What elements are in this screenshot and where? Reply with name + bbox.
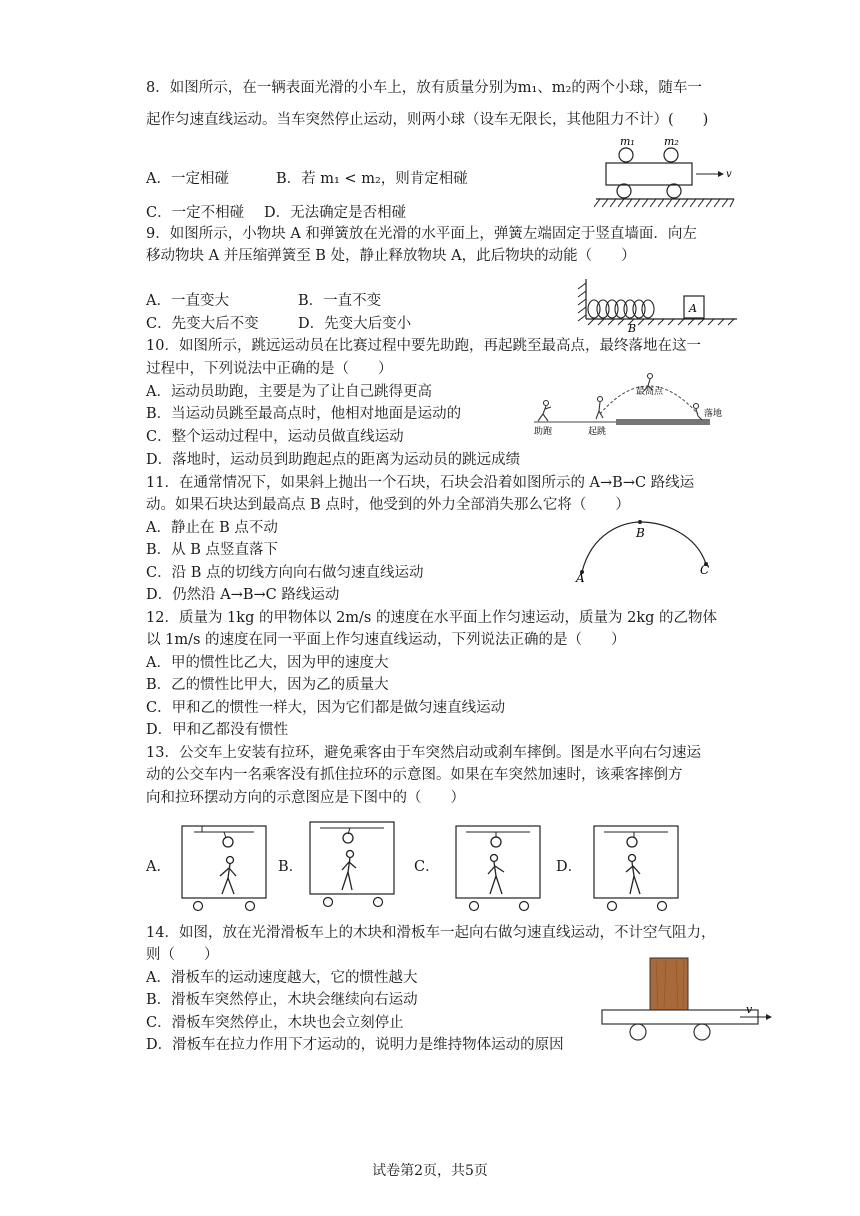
q11-option-a: A．静止在 B 点不动 bbox=[146, 520, 278, 536]
q8-option-c: C．一定不相碰 bbox=[146, 205, 245, 221]
q8-cart-figure bbox=[594, 132, 744, 212]
q13-line2: 动的公交车内一名乘客没有抓住拉环的示意图。如果在车突然加速时，该乘客摔倒方 bbox=[146, 767, 683, 783]
q14-line2: 则（ ） bbox=[146, 947, 219, 963]
q11-fig-b: B bbox=[636, 526, 645, 540]
q10-line1: 10．如图所示，跳远运动员在比赛过程中要先助跑，再起跳至最高点，最终落地在这一 bbox=[146, 338, 701, 354]
q10-option-a: A．运动员助跑，主要是为了让自己跳得更高 bbox=[146, 384, 432, 400]
q14-wheel bbox=[630, 1024, 646, 1040]
q11-option-d: D．仍然沿 A→B→C 路线运动 bbox=[146, 587, 340, 603]
q14-option-c: C．滑板车突然停止，木块也会立刻停止 bbox=[146, 1015, 404, 1031]
q13-label-b: B． bbox=[278, 859, 304, 875]
q13-b-handle-ring bbox=[343, 833, 353, 843]
q10-fig-top: 最高点 bbox=[636, 387, 664, 397]
q14-line1: 14．如图，放在光滑滑板车上的木块和滑板车一起向右做匀速直线运动，不计空气阻力， bbox=[146, 925, 716, 941]
q9-option-b: B．一直不变 bbox=[298, 293, 382, 309]
q9-line2: 移动物块 A 并压缩弹簧至 B 处，静止释放物块 A，此后物块的动能（ ） bbox=[146, 248, 636, 264]
q11-fig-c: C bbox=[700, 563, 710, 577]
q8-line1: 8．如图所示，在一辆表面光滑的小车上，放有质量分别为m₁、m₂的两个小球，随车一 bbox=[146, 80, 702, 96]
q14-option-b: B．滑板车突然停止，木块会继续向右运动 bbox=[146, 992, 418, 1008]
q9-spring-figure bbox=[572, 275, 740, 333]
q13-figure-a bbox=[178, 820, 270, 912]
q14-wheel bbox=[694, 1024, 710, 1040]
q9-fig-b: B bbox=[628, 322, 637, 333]
q12-option-c: C．甲和乙的惯性一样大，因为它们都是做匀速直线运动 bbox=[146, 700, 506, 716]
q8-option-a: A．一定相碰 bbox=[146, 171, 229, 187]
q9-spring bbox=[588, 300, 654, 318]
q9-option-a: A．一直变大 bbox=[146, 293, 229, 309]
q12-option-d: D．甲和乙都没有惯性 bbox=[146, 722, 289, 738]
q8-line2: 起作匀速直线运动。当车突然停止运动，则两小球（设车无限长，其他阻力不计）( ) bbox=[146, 112, 709, 128]
q10-fig-land: 落地 bbox=[704, 409, 723, 419]
q10-fig-run: 助跑 bbox=[534, 427, 553, 436]
q11-option-c: C．沿 B 点的切线方向向右做匀速直线运动 bbox=[146, 565, 424, 581]
q10-jumper-landing bbox=[694, 404, 703, 421]
q8-wheel bbox=[617, 184, 631, 198]
q10-line2: 过程中，下列说法中正确的是（ ） bbox=[146, 361, 393, 377]
q8-ball-m1 bbox=[619, 148, 633, 162]
q13-a-handle-ring bbox=[223, 837, 233, 847]
q14-fig-v: v bbox=[746, 1003, 753, 1016]
q10-jumper-takeoff bbox=[596, 397, 603, 420]
q10-option-d: D．落地时，运动员到助跑起点的距离为运动员的跳远成绩 bbox=[146, 452, 521, 468]
q14-option-d: D．滑板车在拉力作用下才运动的，说明力是维持物体运动的原因 bbox=[146, 1037, 564, 1053]
q10-fig-jump: 起跳 bbox=[588, 427, 607, 436]
page-footer: 试卷第2页，共5页 bbox=[372, 1163, 488, 1179]
q12-option-a: A．甲的惯性比乙大，因为甲的速度大 bbox=[146, 655, 389, 671]
q11-trajectory-figure bbox=[570, 516, 720, 584]
q8-fig-v: v bbox=[726, 169, 732, 180]
q13-figure-b bbox=[306, 816, 398, 912]
q13-b-passenger bbox=[342, 851, 356, 891]
q10-option-c: C．整个运动过程中，运动员做直线运动 bbox=[146, 429, 404, 445]
q13-d-passenger bbox=[626, 855, 640, 895]
q11-fig-a: A bbox=[576, 571, 585, 584]
q14-skateboard bbox=[602, 1010, 758, 1024]
q12-option-b: B．乙的惯性比甲大，因为乙的质量大 bbox=[146, 677, 389, 693]
q9-line1: 9．如图所示，小物块 A 和弹簧放在光滑的水平面上，弹簧左端固定于竖直墙面．向左 bbox=[146, 226, 697, 242]
q13-label-c: C． bbox=[414, 859, 440, 875]
q13-line1: 13．公交车上安装有拉环，避免乘客由于车突然启动或刹车摔倒。图是水平向右匀速运 bbox=[146, 745, 701, 761]
q11-line2: 动。如果石块达到最高点 B 点时，他受到的外力全部消失那么它将（ ） bbox=[146, 497, 630, 513]
q10-option-b: B．当运动员跳至最高点时，他相对地面是运动的 bbox=[146, 406, 462, 422]
q8-option-b: B．若 m₁ < m₂，则肯定相碰 bbox=[276, 171, 468, 187]
q14-wood-block bbox=[650, 958, 688, 1010]
q13-line3: 向和拉环摆动方向的示意图应是下图中的（ ） bbox=[146, 790, 465, 806]
q13-c-passenger bbox=[488, 855, 504, 895]
q13-figure-d bbox=[590, 820, 682, 912]
q9-fig-a: A bbox=[689, 302, 697, 315]
q14-option-a: A．滑板车的运动速度越大，它的惯性越大 bbox=[146, 970, 418, 986]
q10-runner bbox=[538, 401, 551, 422]
q13-label-a: A． bbox=[146, 859, 171, 875]
q8-cart-body bbox=[606, 163, 692, 185]
q10-sand-pit bbox=[616, 419, 710, 425]
q11-option-b: B．从 B 点竖直落下 bbox=[146, 542, 279, 558]
q12-line1: 12．质量为 1kg 的甲物体以 2m/s 的速度在水平面上作匀速运动，质量为 2kg 的乙物体 bbox=[146, 610, 717, 626]
q13-label-d: D． bbox=[556, 859, 583, 875]
q9-option-d: D．先变大后变小 bbox=[298, 316, 412, 332]
q8-wheel bbox=[667, 184, 681, 198]
q12-line2: 以 1m/s 的速度在同一平面上作匀速直线运动，下列说法正确的是（ ） bbox=[146, 632, 626, 648]
q8-option-d: D．无法确定是否相碰 bbox=[264, 205, 407, 221]
q13-d-handle-ring bbox=[627, 837, 637, 847]
q9-option-c: C．先变大后不变 bbox=[146, 316, 259, 332]
q8-fig-m1: m₁ bbox=[620, 135, 635, 148]
q8-ball-m2 bbox=[664, 148, 678, 162]
q11-line1: 11．在通常情况下，如果斜上抛出一个石块，石块会沿着如图所示的 A→B→C 路线运 bbox=[146, 475, 695, 491]
q8-fig-m2: m₂ bbox=[664, 135, 679, 148]
q13-c-handle-ring bbox=[491, 837, 501, 847]
q13-a-passenger bbox=[220, 857, 236, 895]
q14-skateboard-figure bbox=[600, 954, 776, 1048]
q10-long-jump-figure bbox=[530, 366, 736, 436]
q13-figure-c bbox=[452, 820, 544, 912]
